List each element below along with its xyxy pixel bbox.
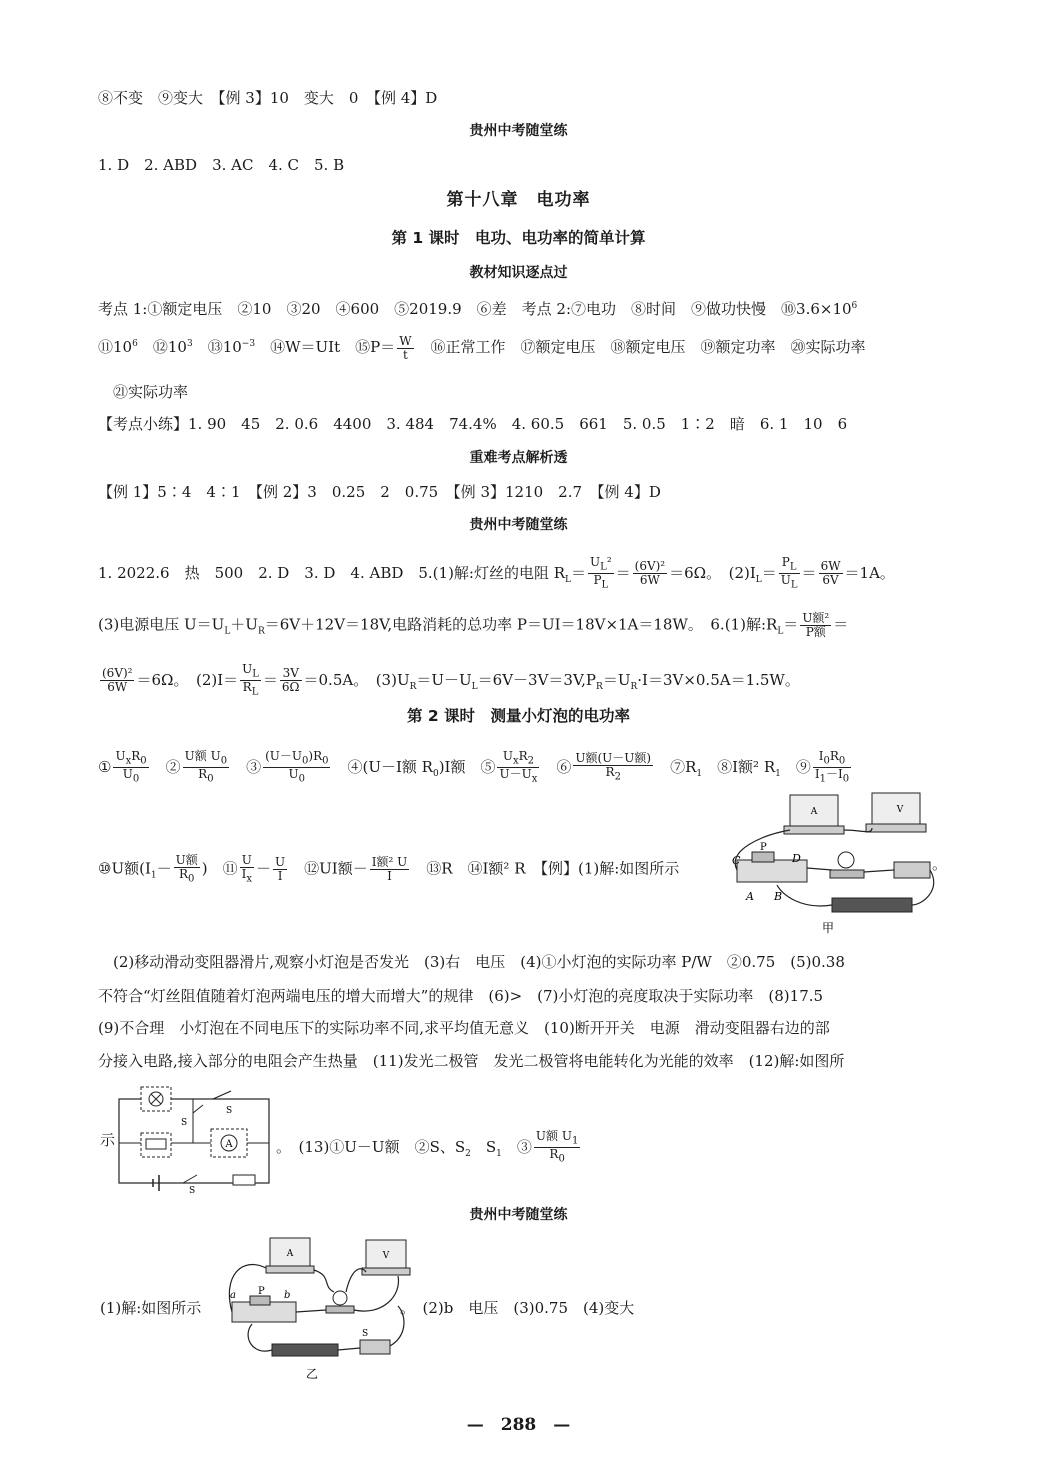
num: W <box>399 333 412 348</box>
svg-text:S: S <box>226 1106 233 1116</box>
dash-left: — <box>466 1415 484 1435</box>
exp: 6 <box>851 301 858 311</box>
t: 示 <box>100 1131 116 1149</box>
circuit-figure-jia <box>722 790 944 935</box>
svg-text:a: a <box>230 1290 236 1301</box>
svg-text:S: S <box>189 1186 196 1193</box>
dash-right: — <box>553 1415 571 1435</box>
svg-text:b: b <box>284 1290 291 1301</box>
exp: 6 <box>132 339 138 349</box>
svg-text:A: A <box>746 890 754 903</box>
t: (3)电源电压 U＝U <box>98 615 225 634</box>
answer-line-18b: 。 (2)b 电压 (3)0.75 (4)变大 <box>400 1299 635 1317</box>
svg-text:V: V <box>382 1251 390 1261</box>
answer-line-18a: (1)解:如图所示 <box>100 1299 202 1317</box>
circuit-schematic <box>113 1083 273 1193</box>
answer-line-8: 1. 2022.6 热 500 2. D 3. D 4. ABD 5.(1)解:灯丝的电阻 $R_L=$ $\frac{U_L^2}{P_L}$ ＝ $\frac{\text{(6V)²}}{6W}$ ＝6Ω。 $(2)I_L=$ $\frac{P_L}{U_L}$ ＝ $\frac{6W}{6V}$ ＝1A。 <box>98 555 895 591</box>
answer-line-5: ㉑实际功率 <box>113 383 189 401</box>
svg-text:A: A <box>225 1139 233 1150</box>
section-heading-5: 贵州中考随堂练 <box>469 1207 568 1223</box>
figure-caption-yi: 乙 <box>306 1367 319 1381</box>
svg-text:A: A <box>810 807 818 817</box>
lesson-1-title: 第 1 课时 电功、电功率的简单计算 <box>391 229 646 247</box>
lesson-2-title: 第 2 课时 测量小灯泡的电功率 <box>406 707 631 725</box>
answer-line-4 <box>98 334 866 362</box>
circuit-figure-yi <box>222 1236 412 1384</box>
t: ⑯正常工作 ⑰额定电压 ⑱额定电压 ⑲额定功率 ⑳实际功率 <box>430 338 866 356</box>
section-heading-3: 重难考点解析透 <box>469 450 568 466</box>
section-heading-4: 贵州中考随堂练 <box>469 517 568 533</box>
figure-caption-jia: 甲 <box>822 921 835 935</box>
t: ⑪10 <box>98 338 133 356</box>
chapter-title: 第十八章 电功率 <box>446 190 591 210</box>
t: ⑭W＝UIt ⑮P＝ <box>270 338 396 356</box>
answer-line-17 <box>100 1130 115 1150</box>
t: ① <box>98 757 112 776</box>
svg-text:V: V <box>896 805 904 815</box>
fraction <box>397 335 413 362</box>
t: ⑬10 <box>207 338 242 356</box>
t: ⑫10 <box>152 338 187 356</box>
t: S <box>470 1137 497 1156</box>
svg-text:B: B <box>774 890 783 903</box>
answer-line-14: 不符合“灯丝阻值随着灯泡两端电压的增大而增大”的规律 (6)> (7)小灯泡的亮度取决于实际功率 (8)17.5 <box>98 987 824 1005</box>
svg-text:C: C <box>732 854 741 867</box>
exp: −3 <box>241 339 256 349</box>
answer-line-9: (3)电源电压 $U=U_L+U_R=6V+12V=18V$,电路消耗的总功率 P＝UI＝18V×1A＝18W。 6.(1)解$:R_L=$ $\frac{\text{U额²}}{\text{P额}}$ ＝ <box>98 611 849 639</box>
answer-line-15: (9)不合理 小灯泡在不同电压下的实际功率不同,求平均值无意义 (10)断开开关 电源 滑动变阻器右边的部 <box>98 1019 830 1037</box>
exp: 3 <box>186 339 193 349</box>
page-number-footer <box>0 1410 1037 1435</box>
answer-line-2: 1. D 2. ABD 3. AC 4. C 5. B <box>98 156 345 174</box>
answer-line-1: ⑧不变 ⑨变大 【例 3】10 变大 0 【例 4】D <box>98 89 438 107</box>
answer-line-3 <box>98 296 857 319</box>
num: (6V)² <box>102 666 133 681</box>
answer-line-3-text: 考点 1:①额定电压 ②10 ③20 ④600 ⑤2019.9 ⑥差 考点 2:⑦电功 ⑧时间 ⑨做功快慢 ⑩3.6×10 <box>98 300 852 318</box>
svg-text:A: A <box>286 1249 294 1259</box>
svg-text:D: D <box>792 852 801 865</box>
section-heading-2: 教材知识逐点过 <box>469 265 568 281</box>
section-heading-1: 贵州中考随堂练 <box>469 123 568 139</box>
example-answers-line: 【例 1】5∶4 4∶1 【例 2】3 0.25 2 0.75 【例 3】1210 2.7 【例 4】D <box>98 483 661 501</box>
sub: 1 <box>496 1148 502 1159</box>
answer-line-13: (2)移动滑动变阻器滑片,观察小灯泡是否发光 (3)右 电压 (4)①小灯泡的实际功率 P/W ②0.75 (5)0.38 <box>113 953 845 971</box>
svg-text:P: P <box>760 842 767 853</box>
answer-line-12: ⑩U额($I_1-$ $\frac{\text{U额}}{R_0}$ ) ⑪ $\frac{U}{I_x}$ － $\frac{U}{I}$ ⑫UI额－ $\frac{\text{I额² U}}{I}$ ⑬R ⑭I额² R 【例】(1)解:如图所示 <box>98 853 680 885</box>
t: ③ <box>501 1137 532 1156</box>
page-number: 288 <box>500 1415 537 1435</box>
svg-text:P: P <box>258 1286 265 1297</box>
period: 。 <box>932 855 948 873</box>
sub: 2 <box>465 1148 471 1159</box>
t: 。 (13)①U－U额 ②S、S <box>276 1137 466 1156</box>
svg-text:S: S <box>362 1329 369 1339</box>
t: ⑩U额 <box>98 859 140 878</box>
quick-practice-line: 【考点小练】1. 90 45 2. 0.6 4400 3. 484 74.4% 4. 60.5 661 5. 0.5 1∶2 暗 6. 1 10 6 <box>98 415 848 433</box>
svg-text:S: S <box>181 1118 188 1128</box>
answer-line-10: $\frac{\text{(6V)²}}{6W}$ ＝6Ω。 (2)I＝ $\frac{U_L}{R_L}$ ＝ $\frac{3V}{6\Omega}$ ＝0.5A。 $(3)U_R=U-U_L=6V-3V=3V,P_R=U_R\cdot I=3V\times 0.5A=1.5W$。 <box>102 662 800 698</box>
answer-line-11: ① $\frac{U_xR_0}{U_0}$ ② $\frac{U额 U_0}{R_0}$ ③ $\frac{(U-U_0)R_0}{U_0}$ ④(U－I额 $R_0)I$额 ⑤ $\frac{U_xR_2}{U-U_x}$ ⑥ $\frac{\text{U额(U－U额)}}{R_2}$ $⑦R_1$ ⑧I额² $R_1$ ⑨ $\frac{I_0R_0}{I_1-I_0}$ <box>98 749 850 785</box>
t: 1. 2022.6 热 500 2. D 3. D 4. ABD 5.(1)解:灯丝的电阻 R <box>98 563 566 582</box>
den: t <box>402 347 408 362</box>
answer-line-17b: 。 (13)①U－U额 ②S、$S_2$ $S_1$ ③ $\frac{U额 U_1}{R_0}$ <box>276 1129 579 1165</box>
answer-line-16: 分接入电路,接入部分的电阻会产生热量 (11)发光二极管 发光二极管将电能转化为光能的效率 (12)解:如图所 <box>98 1052 845 1070</box>
